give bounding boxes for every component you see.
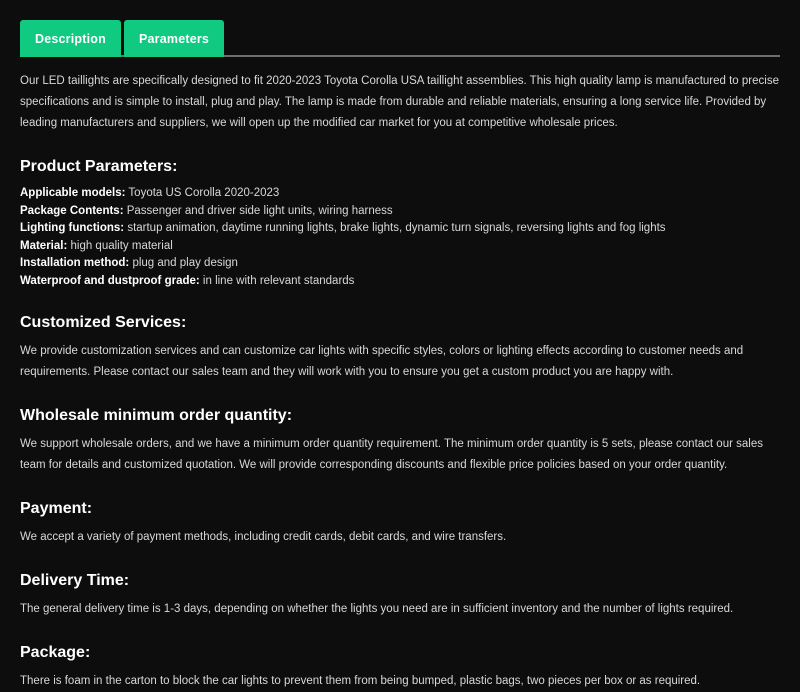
section-paragraph: We provide customization services and can customize car lights with specific styles, colors or lighting effects according to customer needs and requirements. Please contact our sales team and they will work with you to ensure you get a custom product you are happy with. [20, 345, 744, 378]
section-heading-payment: Payment: [20, 500, 93, 517]
param-row-waterproof-grade [20, 273, 780, 291]
param-label: Material: [20, 239, 68, 252]
param-value: Toyota US Corolla 2020-2023 [125, 187, 280, 199]
section-package [20, 644, 780, 692]
section-paragraph: The general delivery time is 1-3 days, depending on whether the lights you need are in sufficient inventory and the number of lights required. [20, 603, 734, 615]
parameter-list [20, 185, 780, 290]
section-payment [20, 500, 780, 548]
section-paragraph: We support wholesale orders, and we have a minimum order quantity requirement. The minimum order quantity is 5 sets, please contact our sales team for details and customized quotation. We will provide corresponding discounts and flexible price policies based on your order quantity. [20, 438, 763, 471]
section-heading-delivery-time: Delivery Time: [20, 572, 130, 589]
param-row-installation-method [20, 255, 780, 273]
tab-description[interactable]: Description [20, 20, 121, 57]
section-paragraph: We accept a variety of payment methods, including credit cards, debit cards, and wire transfers. [20, 531, 507, 543]
section-heading-wholesale-moq: Wholesale minimum order quantity: [20, 407, 293, 424]
param-label: Package Contents: [20, 204, 124, 217]
param-value: startup animation, daytime running lights, brake lights, dynamic turn signals, reversing lights and fog lights [124, 222, 666, 234]
section-wholesale-moq [20, 407, 780, 476]
section-customized-services [20, 314, 780, 383]
section-heading-product-parameters: Product Parameters: [20, 158, 178, 175]
param-label: Installation method: [20, 257, 130, 269]
section-heading-customized-services: Customized Services: [20, 314, 187, 331]
tab-parameters[interactable]: Parameters [124, 20, 224, 57]
section-product-parameters [20, 158, 780, 290]
param-label: Lighting functions: [20, 222, 125, 234]
section-delivery-time [20, 572, 780, 620]
param-label: Waterproof and dustproof grade: [20, 274, 200, 287]
param-label: Applicable models: [20, 187, 126, 199]
tab-bar [20, 20, 780, 57]
param-value: Passenger and driver side light units, wiring harness [123, 204, 393, 217]
param-row-material [20, 238, 780, 256]
param-value: in line with relevant standards [199, 274, 355, 287]
param-row-applicable-models [20, 185, 780, 203]
param-value: plug and play design [129, 257, 238, 269]
section-paragraph: There is foam in the carton to block the car lights to prevent them from being bumped, plastic bags, two pieces per box or as required. [20, 675, 701, 687]
param-row-package-contents [20, 203, 780, 221]
param-row-lighting-functions [20, 220, 780, 238]
section-heading-package: Package: [20, 644, 91, 661]
param-value: high quality material [67, 239, 173, 252]
intro-paragraph: Our LED taillights are specifically designed to fit 2020-2023 Toyota Corolla USA taillight assemblies. This high quality lamp is manufactured to precise specifications and is simple to install, plug and play. The lamp is made from durable and reliable materials, ensuring a long service life. Provided by leading manufacturers and suppliers, we will open up the modified car market for you at competitive wholesale prices. [20, 75, 779, 129]
